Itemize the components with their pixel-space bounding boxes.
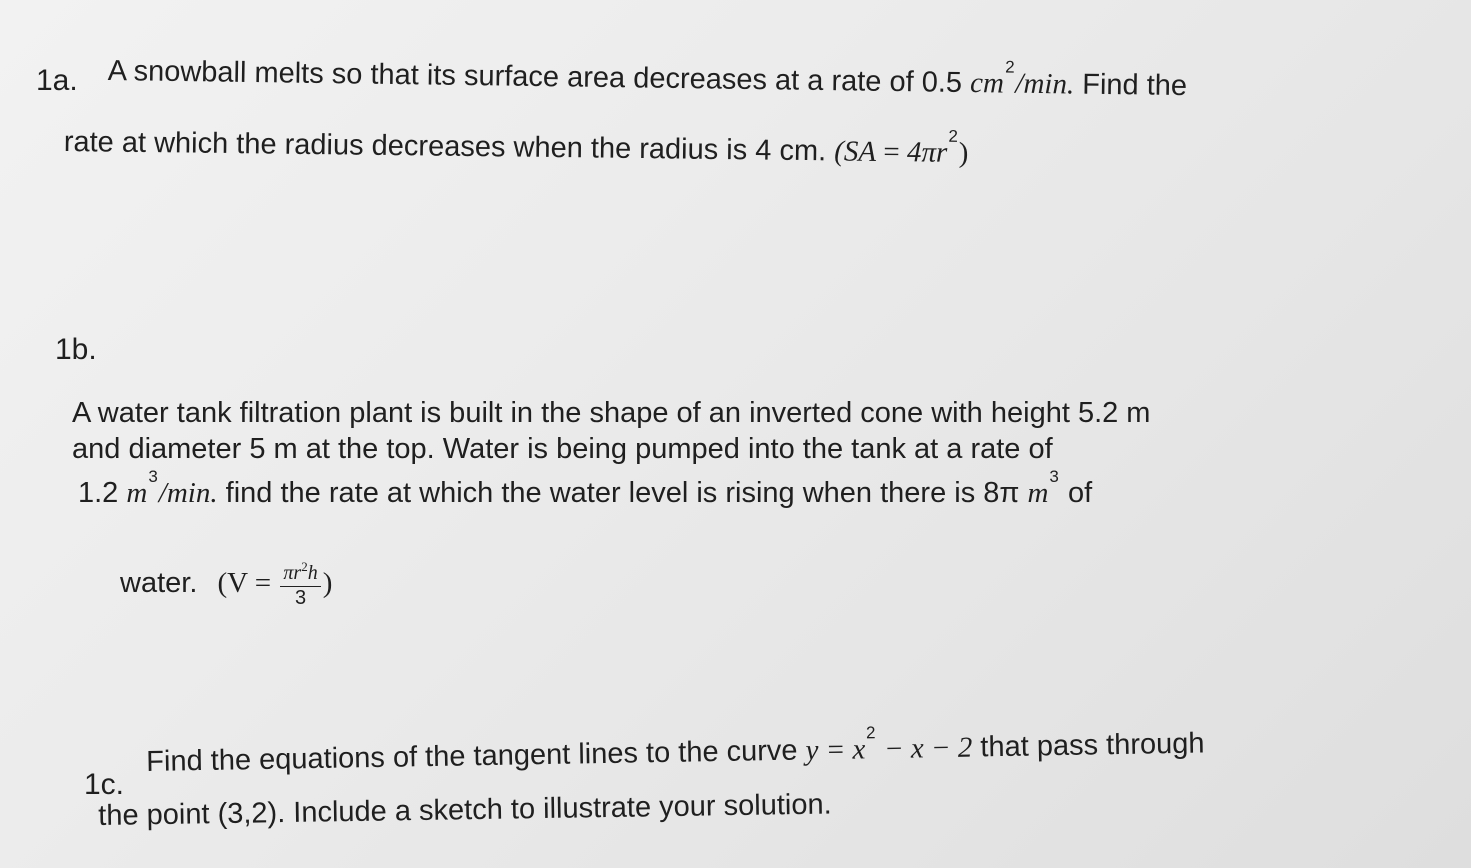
surface-area-formula	[834, 126, 969, 170]
formula-lhs: (V	[217, 567, 248, 600]
problem-1c-label: 1c.	[84, 768, 125, 801]
formula-exponent: 2	[948, 126, 959, 146]
cone-volume-formula	[217, 559, 333, 609]
formula-fraction	[280, 559, 320, 609]
unit-exponent-2: 3	[1049, 467, 1059, 486]
problem-1a-unit	[969, 57, 1075, 101]
formula-equals: =	[875, 135, 908, 169]
formula-close: )	[322, 567, 333, 600]
formula-rhs: 4πr	[906, 136, 948, 169]
numerator-pi-r: πr	[283, 562, 302, 584]
equation-exponent: 2	[865, 723, 876, 743]
unit-per-min: /min.	[1015, 67, 1075, 101]
problem-1c-tail: that pass through	[972, 727, 1205, 764]
unit-m: m	[126, 477, 148, 509]
formula-equals: =	[247, 567, 279, 600]
unit-cm: cm	[969, 67, 1005, 100]
problem-1a-label: 1a.	[36, 64, 78, 97]
problem-1a-line2	[64, 126, 969, 170]
numerator-exponent: 2	[301, 559, 308, 574]
problem-1b-line3	[78, 467, 1093, 510]
fraction-denominator: 3	[294, 587, 307, 609]
numerator-h: h	[307, 562, 318, 584]
problem-1a-text-2: rate at which the radius decreases when the radius is 4 cm.	[63, 126, 835, 168]
equation-lhs: y = x	[805, 733, 866, 767]
problem-1b-tail: of	[1059, 477, 1093, 509]
problem-1b-line1: A water tank filtration plant is built in the shape of an inverted cone with height 5.2 m	[72, 397, 1151, 429]
curve-equation	[805, 723, 973, 767]
formula-close: )	[958, 136, 969, 170]
problem-1c-line2: the point (3,2). Include a sketch to illustrate your solution.	[98, 788, 832, 832]
word-water: water.	[120, 567, 198, 600]
problem-1b-text-3: find the rate at which the water level is rising when there is 8π	[217, 477, 1028, 509]
unit-m-2: m	[1027, 477, 1049, 509]
problem-1a-line1	[108, 55, 1188, 103]
problem-1c-text: Find the equations of the tangent lines to the curve	[146, 734, 806, 778]
unit-per-min: /min.	[158, 477, 218, 509]
rate-unit	[126, 467, 218, 509]
equation-rest: − x − 2	[876, 731, 973, 766]
problem-1a-tail: Find the	[1073, 68, 1188, 103]
rate-value: 1.2	[78, 477, 127, 509]
fraction-numerator	[280, 559, 320, 587]
unit-exponent: 3	[148, 467, 158, 486]
problem-1b-line4	[120, 559, 333, 609]
problem-1a-text: A snowball melts so that its surface area decreases at a rate of 0.5	[107, 55, 971, 100]
problem-1b-line2: and diameter 5 m at the top. Water is being pumped into the tank at a rate of	[72, 433, 1053, 465]
volume-unit	[1027, 467, 1059, 509]
formula-lhs: (SA	[834, 135, 877, 168]
problem-1b-label: 1b.	[55, 333, 97, 366]
unit-exponent: 2	[1005, 57, 1015, 77]
problem-1c-line1	[146, 723, 1205, 779]
